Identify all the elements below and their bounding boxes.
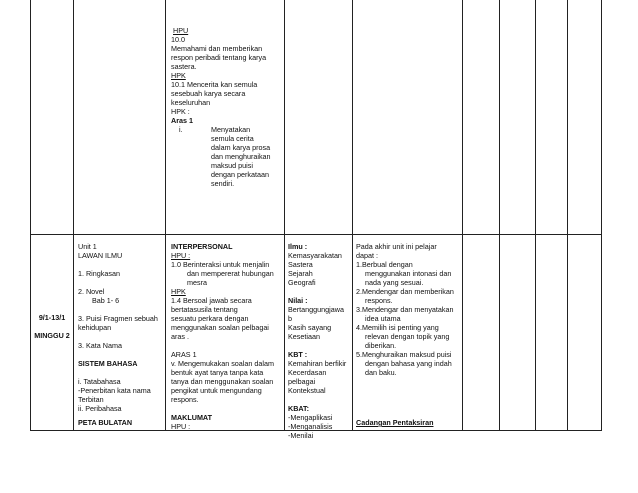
kbat-heading: KBAT: (288, 404, 310, 413)
grid-line (30, 0, 31, 431)
outcome-line: 2.Mendengar dan memberikan (356, 287, 454, 296)
nilai-item: b (288, 314, 292, 323)
topic-cell (78, 242, 158, 413)
nilai-item: Bertanggungjawa (288, 305, 344, 314)
outcomes-intro: Pada akhir unit ini pelajar (356, 242, 437, 251)
ilmu-item: Kemasyarakatan (288, 251, 342, 260)
maklumat-heading: MAKLUMAT (171, 413, 212, 422)
outcome-line: dengan bahasa yang indah (365, 359, 452, 368)
outcome-line: respons. (365, 296, 393, 305)
nilai-item: Kesetiaan (288, 332, 320, 341)
kbt-item: Kontekstual (288, 386, 326, 395)
outcome-line: 4.Memilih isi penting yang (356, 323, 439, 332)
nilai-item: Kasih sayang (288, 323, 332, 332)
kbt-item: Kecerdasan (288, 368, 327, 377)
sistem-bahasa-heading: SISTEM BAHASA (78, 359, 138, 368)
outcome-line: nada yang sesuai. (365, 278, 424, 287)
grid-line (165, 0, 166, 431)
topic-item: i. Tatabahasa (78, 377, 121, 386)
topic-item: Terbitan (78, 395, 104, 404)
topic-item: ii. Peribahasa (78, 404, 122, 413)
grid-line (462, 0, 463, 431)
kbat-item: -Mengaplikasi (288, 413, 333, 422)
hpu-line: respon peribadi tentang karya (171, 53, 267, 62)
skills-line: v. Mengemukakan soalan dalam (171, 359, 274, 368)
theme-label: LAWAN ILMU (78, 251, 123, 260)
topic-item: -Penerbitan kata nama (78, 386, 151, 395)
hpu-line: Memahami dan memberikan (171, 44, 263, 53)
outcome-line: relevan dengan topik yang (365, 332, 450, 341)
kbt-item: pelbagai (288, 377, 316, 386)
grid-line (567, 0, 568, 431)
skills-line: aras . (171, 332, 189, 341)
list-text: Menyatakan (211, 125, 251, 134)
outcome-line: 1.Berbual dengan (356, 260, 413, 269)
kbat-item: -Menilai (288, 431, 314, 440)
ilmu-item: Geografi (288, 278, 316, 287)
outcomes-cell (356, 242, 454, 377)
topic-item: 3. Puisi Fragmen sebuah (78, 314, 158, 323)
outcome-line: 3.Mendengar dan menyatakan (356, 305, 454, 314)
outcome-line: menggunakan intonasi dan (365, 269, 452, 278)
skills-hpu2: HPU : (171, 422, 191, 431)
topic-item: kehidupan (78, 323, 112, 332)
list-text: semula cerita (211, 134, 254, 143)
grid-line (284, 0, 285, 431)
grid-line (352, 0, 353, 431)
skills-hpk: HPK (171, 287, 186, 296)
grid-line (499, 0, 500, 431)
list-text: dalam karya prosa (211, 143, 271, 152)
hpu-code: 10.0 (171, 35, 185, 44)
skills-cell (171, 242, 274, 431)
skills-line: bentuk ayat tanya tanpa kata (171, 368, 264, 377)
outcome-line: diberikan. (365, 341, 397, 350)
nilai-heading: Nilai : (288, 296, 308, 305)
grid-line (73, 0, 74, 431)
list-text: maksud puisi (211, 161, 253, 170)
unit-label: Unit 1 (78, 242, 97, 251)
week-label: MINGGU 2 (34, 331, 70, 340)
topic-item: 2. Novel (78, 287, 105, 296)
skills-title: INTERPERSONAL (171, 242, 233, 251)
ilmu-item: Sastera (288, 260, 313, 269)
skills-line: tanya dan menggunakan soalan (171, 377, 274, 386)
list-text: sendiri. (211, 179, 235, 188)
skills-hpu: HPU : (171, 251, 191, 260)
hpk-line: keseluruhan (171, 98, 211, 107)
hpk-line: sesebuah karya secara (171, 89, 246, 98)
week-cell (31, 313, 73, 340)
grid-line (601, 0, 602, 431)
skills-line: mesra (187, 278, 207, 287)
grid-line (535, 0, 536, 431)
kbt-item: Kemahiran berfikir (288, 359, 347, 368)
topic-item: 1. Ringkasan (78, 269, 120, 278)
peta-bulatan-heading: PETA BULATAN (78, 418, 133, 427)
grid-line (30, 234, 602, 235)
topic-subitem: Bab 1- 6 (92, 296, 120, 305)
ilmu-item: Sejarah (288, 269, 313, 278)
ilmu-heading: Ilmu : (288, 242, 308, 251)
hpk-line: 10.1 Mencerita kan semula (171, 80, 258, 89)
list-text: dengan perkataan (211, 170, 269, 179)
aras-label: Aras 1 (171, 116, 193, 125)
outcome-line: idea utama (365, 314, 401, 323)
outcome-line: 5.Menghuraikan maksud puisi (356, 350, 452, 359)
hpu-line: sastera. (171, 62, 197, 71)
row1-objectives-cell (171, 26, 271, 188)
skills-line: sesuatu perkara dengan (171, 314, 249, 323)
kbat-item: -Menganalisis (288, 422, 333, 431)
outcomes-intro: dapat : (356, 251, 378, 260)
values-cell (288, 242, 346, 440)
skills-line: menggunakan soalan pelbagai (171, 323, 269, 332)
hpu-label: HPU (173, 26, 189, 35)
cadangan-pentaksiran-heading: Cadangan Pentaksiran (356, 418, 434, 427)
skills-line: bertatasusila tentang (171, 305, 238, 314)
hpk2-label: HPK : (171, 107, 190, 116)
topic-item: 3. Kata Nama (78, 341, 122, 350)
kbt-heading: KBT : (288, 350, 308, 359)
skills-aras: ARAS 1 (171, 350, 197, 359)
skills-line: dan mempererat hubungan (187, 269, 274, 278)
skills-line: 1.4 Bersoal jawab secara (171, 296, 252, 305)
skills-line: 1.0 Berinteraksi untuk menjalin (171, 260, 270, 269)
objective-list-item (171, 125, 271, 134)
list-text: dan menghuraikan (211, 152, 271, 161)
skills-line: respons. (171, 395, 199, 404)
skills-line: pengikat untuk mengundang (171, 386, 262, 395)
outcome-line: dan baku. (365, 368, 397, 377)
list-marker: i. (179, 125, 183, 134)
hpk-label: HPK (171, 71, 186, 80)
date-range: 9/1-13/1 (38, 313, 66, 322)
